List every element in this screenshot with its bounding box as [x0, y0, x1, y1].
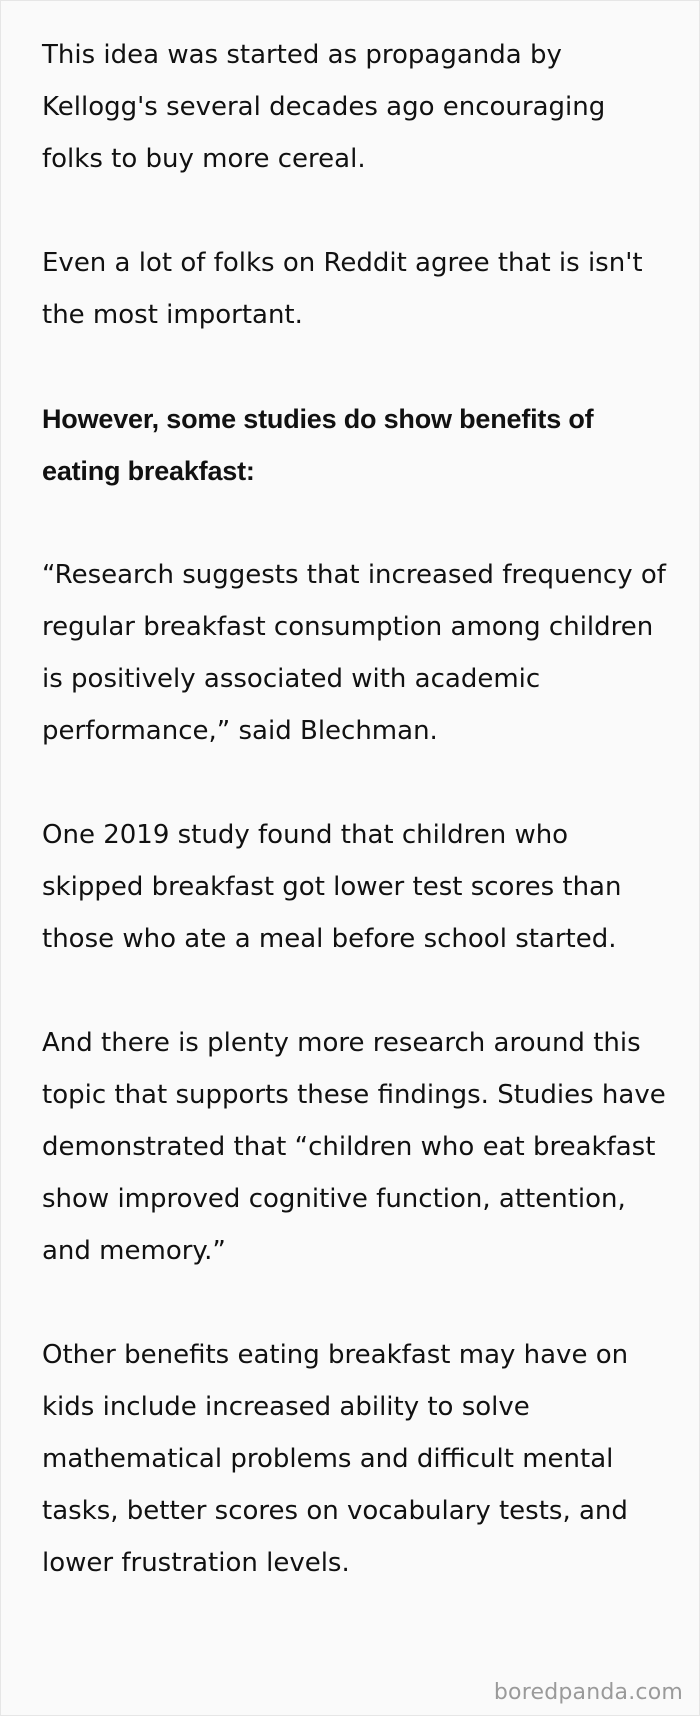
paragraph-more-research: And there is plenty more research around this topic that supports these findings. Studies have demonstrated that “children who eat breakfast show improved cognitive function, attention, and memory.”: [42, 1028, 666, 1266]
article-body: [42, 29, 672, 1589]
paragraph-benefits-heading: However, some studies do show benefits of eating breakfast:: [42, 404, 594, 486]
paragraph-2019-study: One 2019 study found that children who skipped breakfast got lower test scores than those who ate a meal before school started.: [42, 820, 622, 954]
paragraph-research-quote: “Research suggests that increased frequency of regular breakfast consumption among children is positively associated with academic performance,” said Blechman.: [42, 560, 666, 746]
paragraph-kellogg-origin: This idea was started as propaganda by Kellogg's several decades ago encouraging folks to buy more cereal.: [42, 40, 606, 174]
paragraph-other-benefits: Other benefits eating breakfast may have on kids include increased ability to solve mathematical problems and difficult mental tasks, better scores on vocabulary tests, and lower frustration levels.: [42, 1340, 629, 1578]
paragraph-reddit-opinion: Even a lot of folks on Reddit agree that is isn't the most important.: [42, 248, 643, 330]
watermark-text: boredpanda.com: [493, 1680, 683, 1705]
